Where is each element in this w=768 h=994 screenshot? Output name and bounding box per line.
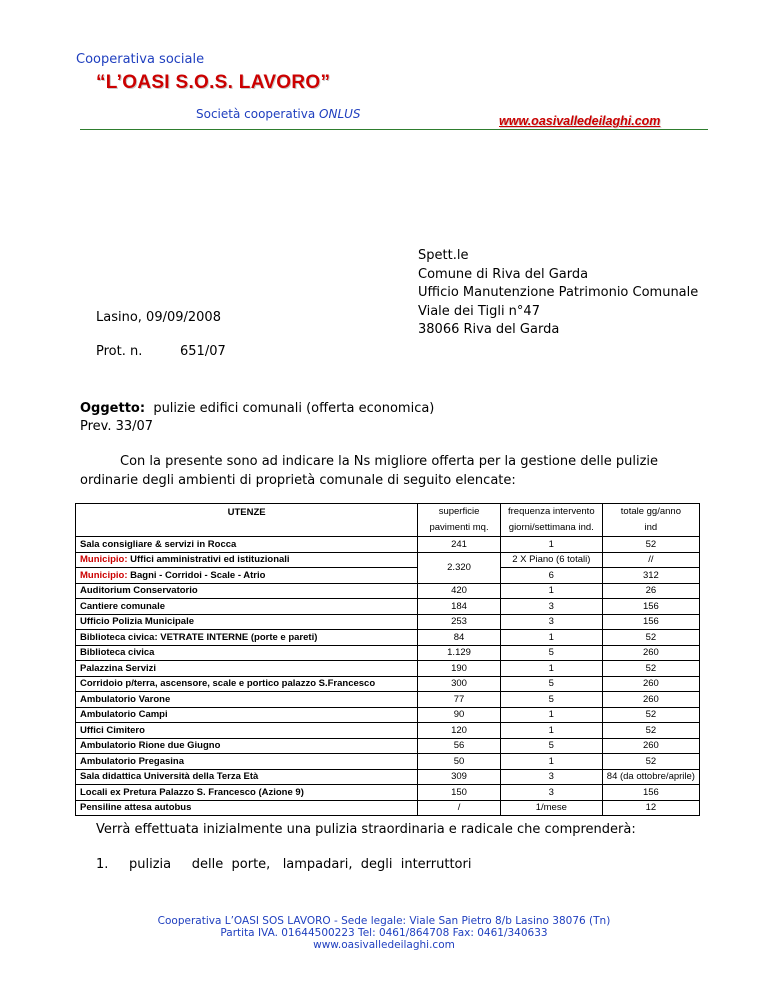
recipient-line: Comune di Riva del Garda [418,266,589,282]
table-row: Palazzina Servizi 190 1 52 [76,661,700,677]
table-row: Biblioteca civica: VETRATE INTERNE (porte e pareti) 84 1 52 [76,630,700,646]
table-row: Sala consigliare & servizi in Rocca 241 1 52 [76,537,700,553]
table-row: Biblioteca civica 1.129 5 260 [76,645,700,661]
list-item-text: pulizia delle porte, lampadari, degli interruttori [129,857,472,872]
recipient-line: 38066 Riva del Garda [418,322,560,337]
table-row: Municipio: Uffici amministrativi ed istituzionali 2.320 2 X Piano (6 totali) // [76,552,700,568]
website-link[interactable]: www.oasivalledeilaghi.com [499,114,661,128]
footer-website[interactable]: www.oasivalledeilaghi.com [313,939,455,951]
subject-text: pulizie edifici comunali (offerta economica) [153,401,435,416]
footer-address: Cooperativa L’OASI SOS LAVORO - Sede legale: Viale San Pietro 8/b Lasino 38076 (Tn) [157,915,611,927]
table-row: Corridoio p/terra, ascensore, scale e portico palazzo S.Francesco 300 5 260 [76,676,700,692]
org-type: Cooperativa sociale [76,52,205,67]
table-row: Cantiere comunale 184 3 156 [76,599,700,615]
table-row: Municipio: Bagni - Corridoi - Scale - Atrio 6 312 [76,568,700,584]
table-row: Ambulatorio Campi 90 1 52 [76,707,700,723]
table-row: Ambulatorio Pregasina 50 1 52 [76,754,700,770]
outro-paragraph: Verrà effettuata inizialmente una pulizia straordinaria e radicale che comprenderà: [96,822,636,837]
footer-contacts: Partita IVA. 01644500223 Tel: 0461/864708 Fax: 0461/340633 [220,927,548,939]
org-name: “L’OASI S.O.S. LAVORO” [96,72,331,93]
header-utenze: UTENZE [76,504,418,537]
protocol-number: 651/07 [180,344,226,359]
recipient-line: Spett.le [418,248,469,263]
utenze-table [75,503,700,816]
org-sub-prefix: Società cooperativa [196,107,320,121]
municipio-prefix: Municipio: [80,569,128,581]
recipient-line: Ufficio Manutenzione Patrimonio Comunale [418,285,699,300]
header-totale: totale gg/anno ind [602,504,699,537]
subject-label: Oggetto: [80,401,146,416]
header-divider [80,129,708,130]
table-row: Ambulatorio Varone 77 5 260 [76,692,700,708]
table-header-row [76,504,700,537]
protocol-label: Prot. n. [96,344,143,359]
table-row: Auditorium Conservatorio 420 1 26 [76,583,700,599]
header-frequenza: frequenza intervento giorni/settimana ind. [500,504,602,537]
org-subtitle [196,107,361,121]
recipient-line: Viale dei Tigli n°47 [418,303,540,319]
table-row: Sala didattica Università della Terza Età 309 3 84 (da ottobre/aprile) [76,769,700,785]
prev-number: Prev. 33/07 [80,419,154,434]
place-date: Lasino, 09/09/2008 [96,310,221,325]
municipio-prefix: Municipio: [80,554,128,566]
footer [0,915,768,951]
org-sub-onlus: ONLUS [319,107,361,121]
subject-block [80,400,434,436]
table-row: Locali ex Pretura Palazzo S. Francesco (Azione 9) 150 3 156 [76,785,700,801]
header-superficie: superficie pavimenti mq. [418,504,501,537]
table-row: Ambulatorio Rione due Giugno 56 5 260 [76,738,700,754]
table-row: Uffici Cimitero 120 1 52 [76,723,700,739]
intro-paragraph: Con la presente sono ad indicare la Ns migliore offerta per la gestione delle pulizie ordinarie degli ambienti di proprietà comunale di seguito elencate: [80,454,659,488]
table-row: Pensiline attesa autobus / 1/mese 12 [76,800,700,816]
table-row: Ufficio Polizia Municipale 253 3 156 [76,614,700,630]
recipient-address [418,247,698,340]
list-number: 1. [96,857,109,872]
